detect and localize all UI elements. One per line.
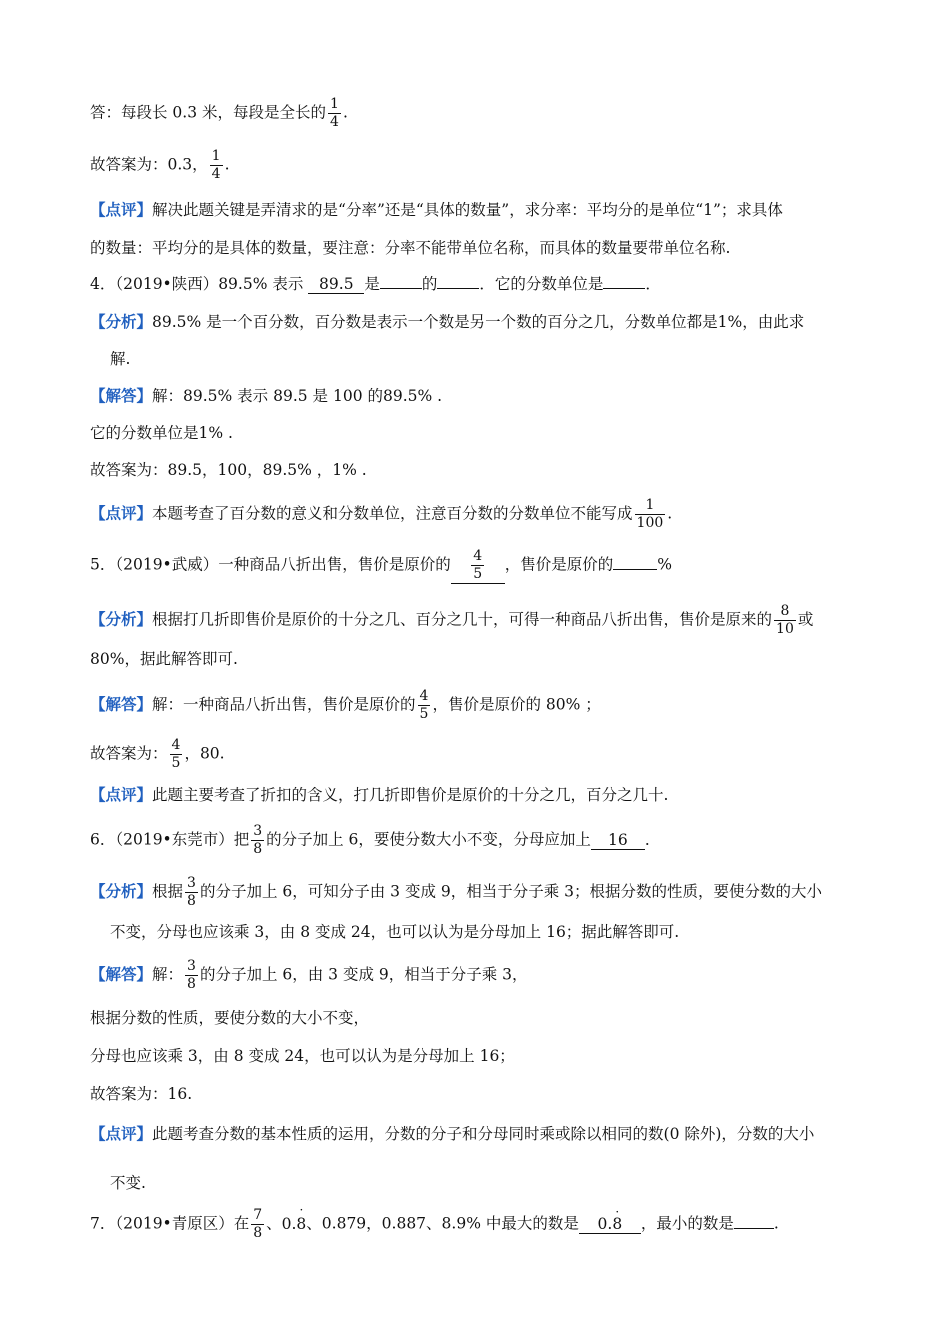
fraction xyxy=(170,737,183,772)
text: 不变. xyxy=(110,1174,146,1192)
text: 根据分数的性质，要使分数的大小不变， xyxy=(90,1009,370,1027)
comment-line xyxy=(90,1123,870,1145)
fraction xyxy=(418,688,431,723)
text: . xyxy=(224,155,230,174)
text: . xyxy=(342,103,348,122)
analysis-tag: 【分析】 xyxy=(90,609,153,629)
fraction xyxy=(185,958,198,993)
denominator: 8 xyxy=(253,1225,263,1241)
fraction xyxy=(251,1207,264,1242)
repeating-decimal xyxy=(597,1204,623,1233)
solution-line-3 xyxy=(90,1045,870,1067)
text: 解：89.5% 表示 89.5 是 100 的89.5% . xyxy=(152,387,443,405)
text: 的分子加上 6，要使分数大小不变，分母应加上 xyxy=(266,830,591,849)
text: 根据 xyxy=(152,882,184,901)
question-5 xyxy=(90,548,870,584)
denominator: 10 xyxy=(776,621,794,637)
text: 此题考查分数的基本性质的运用，分数的分子和分母同时乘或除以相同的数(0 除外)，分数的大小 xyxy=(152,1125,815,1143)
analysis-tag: 【分析】 xyxy=(90,312,153,331)
text: 4．（2019•陕西）89.5% 表示 xyxy=(90,275,304,293)
text: 不变，分母也应该乘 3，由 8 变成 24，也可以认为是分母加上 16；据此解答即可. xyxy=(110,923,680,941)
denominator: 4 xyxy=(330,114,339,130)
text: 答：每段长 0.3 米，每段是全长的 xyxy=(90,103,327,122)
numerator: 3 xyxy=(187,958,196,974)
numerator: 1 xyxy=(635,497,666,515)
comment-tag: 【点评】 xyxy=(90,503,153,523)
text: ． xyxy=(644,830,661,849)
answer-line xyxy=(90,96,870,131)
solution-line xyxy=(90,688,870,723)
numerator: 4 xyxy=(473,548,483,564)
solution-line-2 xyxy=(90,1007,870,1029)
comment-tag: 【点评】 xyxy=(90,1124,153,1143)
answer-summary-line xyxy=(90,737,870,772)
blank: 89.5 xyxy=(308,275,364,294)
text: 0.8 xyxy=(281,1214,307,1233)
text: 此题主要考查了折扣的含义，打几折即售价是原价的十分之几，百分之几十. xyxy=(152,786,669,804)
text: ．它的分数单位是 xyxy=(479,275,604,293)
solution-line-2 xyxy=(90,422,870,444)
text: 故答案为：16. xyxy=(90,1085,193,1103)
text: 的分子加上 6，可知分子由 3 变成 9，相当于分子乘 3；根据分数的性质，要使分数的大小 xyxy=(199,882,823,901)
comment-tag: 【点评】 xyxy=(90,785,153,804)
blank: 16 xyxy=(591,831,645,850)
blank xyxy=(613,569,657,570)
repeat-dot-icon: · xyxy=(299,1202,304,1217)
denominator: 8 xyxy=(253,841,263,857)
text: 根据打几折即售价是原价的十分之几、百分之几十，可得一种商品八折出售，售价是原来的 xyxy=(152,610,773,629)
text: 、 xyxy=(266,1214,282,1233)
numerator: 7 xyxy=(253,1207,263,1223)
question-7 xyxy=(90,1202,870,1242)
text: 、0.879，0.887、8.9% 中最大的数是 xyxy=(306,1214,579,1233)
analysis-line xyxy=(90,311,870,333)
analysis-line-2 xyxy=(110,348,870,370)
text: 它的分数单位是1% . xyxy=(90,424,233,442)
analysis-line xyxy=(90,603,870,638)
blank xyxy=(437,288,479,289)
fraction xyxy=(471,548,484,583)
text: . xyxy=(773,1214,779,1233)
fraction xyxy=(635,497,666,532)
analysis-line-2 xyxy=(90,648,870,670)
text: 89.5% 是一个百分数，百分数是表示一个数是另一个数的百分之几，分数单位都是1%，由此求 xyxy=(152,313,805,331)
text: 故答案为： xyxy=(90,744,168,763)
comment-line xyxy=(90,497,870,532)
text: ． xyxy=(645,275,661,293)
text: 本题考查了百分数的意义和分数单位，注意百分数的分数单位不能写成 xyxy=(152,504,633,523)
numerator: 3 xyxy=(187,875,196,891)
comment-line-2 xyxy=(90,237,870,259)
blank xyxy=(734,1228,774,1229)
text: 6．（2019•东莞市）把 xyxy=(90,830,250,849)
text: 解决此题关键是弄清求的是“分率”还是“具体的数量”，求分率：平均分的是单位“1”；求具体 xyxy=(152,201,783,219)
blank xyxy=(380,288,422,289)
comment-line xyxy=(90,199,870,221)
analysis-line xyxy=(90,875,870,910)
numerator: 1 xyxy=(330,96,339,112)
text: 故答案为：0.3， xyxy=(90,155,208,174)
text: 解. xyxy=(110,350,131,368)
answer-summary-line xyxy=(90,459,870,481)
fraction xyxy=(185,875,198,910)
text: 的 xyxy=(421,275,438,293)
comment-tag: 【点评】 xyxy=(90,200,153,219)
text: 的数量：平均分的是具体的数量，要注意：分率不能带单位名称，而具体的数量要带单位名称. xyxy=(90,239,731,257)
text: . xyxy=(667,504,673,523)
repeat-dot-icon: · xyxy=(615,1204,620,1219)
blank xyxy=(451,548,505,584)
text: 或 xyxy=(797,610,814,629)
text: ，80. xyxy=(184,744,225,763)
numerator: 1 xyxy=(211,148,221,164)
fraction xyxy=(774,603,796,638)
question-6 xyxy=(90,823,870,858)
comment-line xyxy=(90,784,870,806)
denominator: 4 xyxy=(211,166,221,182)
analysis-tag: 【分析】 xyxy=(90,881,153,901)
denominator: 5 xyxy=(419,706,429,722)
text: 是 xyxy=(364,275,380,293)
numerator: 4 xyxy=(171,737,181,753)
fraction xyxy=(251,823,264,858)
blank xyxy=(603,288,645,289)
numerator: 8 xyxy=(774,603,796,621)
denominator: 100 xyxy=(636,515,664,531)
text: 80%，据此解答即可. xyxy=(90,650,238,668)
solution-tag: 【解答】 xyxy=(90,694,153,714)
numerator: 3 xyxy=(253,823,263,839)
text: 分母也应该乘 3，由 8 变成 24，也可以认为是分母加上 16； xyxy=(90,1047,515,1065)
denominator: 5 xyxy=(171,755,181,771)
denominator: 8 xyxy=(187,893,196,909)
text: 故答案为：89.5，100，89.5% ，1% . xyxy=(90,461,367,479)
solution-tag: 【解答】 xyxy=(90,386,153,405)
fraction xyxy=(328,96,341,131)
solution-line xyxy=(90,958,870,993)
comment-line-2 xyxy=(110,1172,870,1194)
solution-tag: 【解答】 xyxy=(90,964,153,984)
blank xyxy=(579,1204,641,1234)
text: 0.8 xyxy=(597,1214,623,1233)
text: 的分子加上 6，由 3 变成 9，相当于分子乘 3， xyxy=(199,965,528,984)
numerator: 4 xyxy=(419,688,429,704)
repeating-decimal xyxy=(281,1202,307,1235)
fraction xyxy=(210,148,223,183)
answer-summary-line xyxy=(90,148,870,183)
text: 解： xyxy=(152,965,184,984)
text: ，最小的数是 xyxy=(640,1214,734,1233)
text: 解：一种商品八折出售，售价是原价的 xyxy=(152,695,416,714)
text: ，售价是原价的 xyxy=(504,555,614,574)
text: 5．（2019•武威）一种商品八折出售，售价是原价的 xyxy=(90,555,451,574)
text: 7．（2019•青原区）在 xyxy=(90,1214,250,1233)
denominator: 8 xyxy=(187,976,196,992)
text: % xyxy=(657,555,672,574)
analysis-line-2 xyxy=(110,921,870,943)
solution-line xyxy=(90,385,870,407)
text: ，售价是原价的 80% ； xyxy=(432,695,601,714)
question-4 xyxy=(90,273,870,295)
answer-summary-line xyxy=(90,1083,870,1105)
denominator: 5 xyxy=(473,566,483,582)
